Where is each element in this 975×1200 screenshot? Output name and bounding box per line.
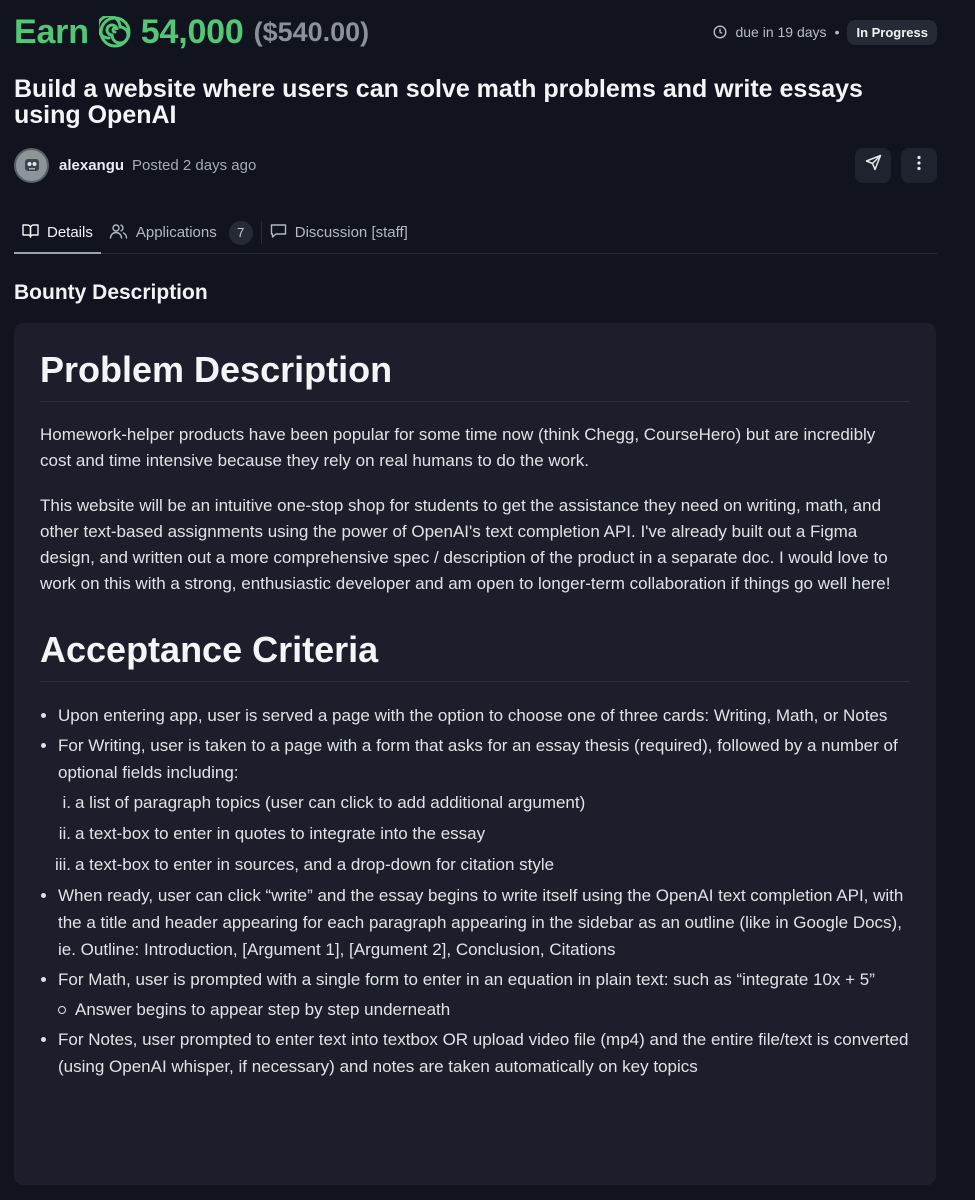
applications-count-badge: 7: [229, 221, 253, 245]
list-item: iii. a text-box to enter in sources, and a drop-down for citation style: [54, 855, 555, 874]
chat-icon: [270, 223, 287, 243]
math-subitems: [58, 996, 910, 1023]
send-icon: [865, 154, 882, 176]
problem-paragraph: Homework-helper products have been popular for some time now (think Chegg, CourseHero) but are incredibly cost and time intensive because they rely on real humans to do the work.: [40, 425, 876, 470]
action-buttons: [855, 148, 937, 183]
list-item: Upon entering app, user is served a page with the option to choose one of three cards: Writing, Math, or Notes: [40, 702, 910, 729]
book-icon: [22, 223, 39, 242]
author-info: [14, 148, 256, 183]
list-item: For Writing, user is taken to a page with a form that asks for an essay thesis (required), followed by a number of optional fields including: i. a list of paragraph topics (user can click to add additional argument) ii. a text-box to enter in quotes to integrate into the essay iii. a text-box to enter in sources, and a drop-down for citation style: [40, 732, 910, 878]
clock-icon: [713, 25, 727, 39]
reward: [14, 13, 369, 52]
list-item: Answer begins to appear step by step underneath: [58, 996, 910, 1023]
separator-dot: •: [834, 24, 840, 40]
bounty-meta: [713, 20, 937, 45]
reward-amount: 54,000: [140, 12, 244, 51]
author-username[interactable]: alexangu: [59, 156, 125, 174]
header-bar: [14, 8, 937, 56]
earn-label: Earn: [14, 12, 89, 51]
list-item: For Math, user is prompted with a single form to enter in an equation in plain text: such as “integrate 10x + 5” Answer begins to appear step by step underneath: [40, 966, 910, 1023]
users-icon: [109, 223, 128, 243]
list-item: For Notes, user prompted to enter text into textbox OR upload video file (mp4) and the entire file/text is converted (using OpenAI whisper, if necessary) and notes are taken automatically on key topics: [40, 1026, 910, 1080]
posted-time: Posted 2 days ago: [132, 156, 257, 174]
author-row: [14, 146, 937, 184]
avatar[interactable]: [14, 148, 49, 183]
tab-label: Discussion [staff]: [294, 224, 408, 241]
tab-discussion[interactable]: [262, 212, 416, 253]
criteria-list: [40, 702, 910, 1080]
section-title: Bounty Description: [14, 281, 208, 304]
reward-usd: ($540.00): [253, 16, 370, 47]
tab-bar: [14, 212, 937, 254]
tab-applications[interactable]: [101, 212, 261, 253]
tab-details[interactable]: [14, 212, 101, 254]
share-button[interactable]: [855, 148, 891, 183]
due-date: due in 19 days: [735, 24, 827, 40]
writing-subitems: [54, 789, 910, 878]
description-card: [14, 323, 936, 1185]
criteria-heading: Acceptance Criteria: [40, 629, 910, 682]
problem-heading: Problem Description: [40, 349, 910, 402]
more-vertical-icon: [917, 155, 921, 176]
spiral-coin-icon: [99, 16, 131, 48]
tab-label: Applications: [135, 224, 217, 241]
more-options-button[interactable]: [901, 148, 937, 183]
list-item: i. a list of paragraph topics (user can click to add additional argument): [62, 793, 586, 812]
status-badge: In Progress: [847, 20, 937, 45]
bounty-title: Build a website where users can solve math problems and write essays using OpenAI: [14, 75, 863, 129]
list-item: When ready, user can click “write” and the essay begins to write itself using the OpenAI text completion API, with the a title and header appearing for each paragraph appearing in the sidebar as an outline (like in Google Docs), ie. Outline: Introduction, [Argument 1], [Argument 2], Conclusion, Citations: [40, 882, 910, 963]
tab-label: Details: [47, 223, 93, 241]
problem-paragraph: This website will be an intuitive one-stop shop for students to get the assistance they need on writing, math, and other text-based assignments using the power of OpenAI's text completion API. I've already built out a Figma design, and written out a more comprehensive spec / description of the product in a separate doc. I would love to work on this with a strong, enthusiastic developer and am open to longer-term collaboration if things go well here!: [40, 496, 891, 593]
list-item: ii. a text-box to enter in quotes to integrate into the essay: [58, 824, 486, 843]
